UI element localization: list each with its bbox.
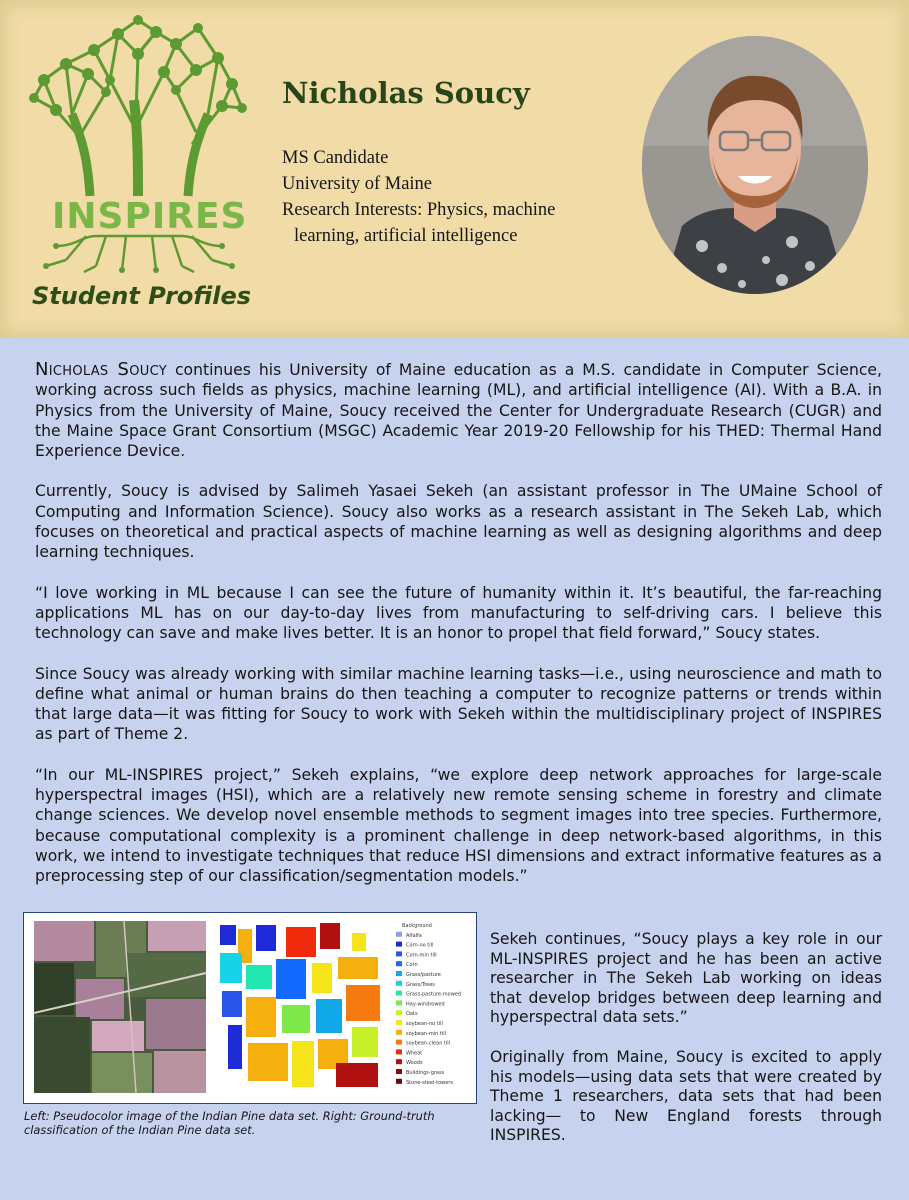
profile-header bbox=[0, 0, 909, 338]
ground-truth-map bbox=[216, 921, 388, 1093]
legend-swatch bbox=[396, 1049, 402, 1054]
legend-label: Hay-windrowed bbox=[406, 1001, 445, 1008]
lead-name: Nicholas Soucy bbox=[35, 359, 167, 380]
legend-swatch bbox=[396, 961, 402, 966]
legend-swatch bbox=[396, 971, 402, 976]
legend-swatch bbox=[396, 1010, 402, 1015]
logo-wordmark: INSPIRES bbox=[52, 196, 248, 237]
info-line-interests-cont: learning, artificial intelligence bbox=[294, 226, 518, 246]
paragraph-2: Currently, Soucy is advised by Salimeh Yasaei Sekeh (an assistant professor in The UMaine School of Computing and Information Science). Soucy also works as a research assistant in The Sekeh Lab, which focuses on theoretical and practical aspects of machine learning as well as designing algorithms and deep learning techniques. bbox=[35, 482, 882, 562]
legend-swatch bbox=[396, 1059, 402, 1064]
info-line-interests: Research Interests: Physics, machine bbox=[282, 200, 556, 220]
legend-label: Wheat bbox=[406, 1050, 423, 1057]
article-body bbox=[35, 360, 882, 907]
paragraph-7: Originally from Maine, Soucy is excited to apply his models—using data sets that were created by Theme 1 researchers, data sets that had been lacking— to New England forests through INSPIRES. bbox=[490, 1047, 882, 1145]
paragraph-1-text: continues his University of Maine education as a M.S. candidate in Computer Science, working across such fields as physics, machine learning (ML), and artificial intelligence (AI). With a B.A. in Physics from the University of Maine, Soucy received the Center for Undergraduate Research (CUGR) and the Maine Space Grant Consortium (MSGC) Academic Year 2019-20 Fellowship for his THED: Thermal Hand Experience Device. bbox=[35, 361, 882, 461]
paragraph-1 bbox=[35, 360, 882, 461]
legend-swatch bbox=[396, 942, 402, 947]
map-legend bbox=[396, 923, 461, 1086]
legend-swatch bbox=[396, 981, 402, 986]
student-info bbox=[282, 145, 632, 249]
legend-swatch bbox=[396, 951, 402, 956]
legend-label: Background bbox=[402, 923, 432, 929]
legend-swatch bbox=[396, 1020, 402, 1025]
legend-label: Woods bbox=[406, 1060, 423, 1067]
legend-label: Buildings-grass bbox=[406, 1070, 445, 1076]
paragraph-6: Sekeh continues, “Soucy plays a key role in our ML-INSPIRES project and he has been an active researcher in The Sekeh Lab working on ideas that develop bridges between deep learning and hyperspectral data sets.” bbox=[490, 930, 882, 1027]
article-sidebar-text bbox=[490, 930, 882, 1166]
legend-label: Grass/pasture bbox=[406, 972, 441, 978]
info-line-university: University of Maine bbox=[282, 174, 433, 194]
legend-label: Corn-min till bbox=[406, 952, 437, 959]
legend-label: Grass-pasture-mowed bbox=[406, 991, 462, 998]
legend-swatch bbox=[396, 1040, 402, 1045]
legend-swatch bbox=[396, 1000, 402, 1005]
legend-label: Stone-steel-towers bbox=[406, 1079, 453, 1086]
legend-swatch bbox=[396, 991, 402, 996]
legend-label: soybean-min till bbox=[406, 1030, 447, 1037]
pseudocolor-image bbox=[34, 921, 206, 1093]
paragraph-4: Since Soucy was already working with similar machine learning tasks—i.e., using neuroscience and math to define what animal or human brains do then teaching a computer to recognize patterns or trends within that large data—it was fitting for Soucy to work with Sekeh within the multidisciplinary project of INSPIRES as part of Theme 2. bbox=[35, 664, 882, 744]
legend-swatch bbox=[396, 1079, 402, 1084]
legend-label: Corn bbox=[406, 962, 418, 969]
legend-label: soybean-no till bbox=[406, 1021, 443, 1027]
paragraph-5: “In our ML-INSPIRES project,” Sekeh explains, “we explore deep network approaches for large-scale hyperspectral images (HSI), which are a relatively new remote sensing scheme in forestry and climate change sciences. We develop novel ensemble methods to segment images into tree species. Furthermore, because computational complexity is a prominent challenge in deep network-based algorithms, in this work, we intend to investigate techniques that reduce HSI dimensions and extract informative features as a preprocessing step of our classification/segmentation models.” bbox=[35, 765, 882, 886]
student-name: Nicholas Soucy bbox=[282, 76, 530, 110]
legend-swatch bbox=[396, 1069, 402, 1074]
legend-label: Oats bbox=[406, 1011, 418, 1018]
legend-label: Grass/Trees bbox=[406, 981, 435, 988]
student-portrait bbox=[642, 36, 868, 294]
legend-label: Corn-no till bbox=[406, 942, 434, 949]
legend-label: soybean-clean till bbox=[406, 1040, 451, 1047]
legend-label: Alfalfa bbox=[406, 932, 422, 939]
legend-swatch bbox=[396, 1030, 402, 1035]
indian-pine-images bbox=[24, 913, 475, 1102]
info-line-degree: MS Candidate bbox=[282, 148, 389, 168]
indian-pine-figure bbox=[23, 912, 477, 1104]
legend-swatch bbox=[396, 932, 402, 937]
paragraph-3: “I love working in ML because I can see the future of humanity within it. It’s beautiful, the far-reaching applications ML has on our day-to-day lives from manufacturing to self-driving cars. I believe this technology can save and make lives better. It is an honor to propel that field forward,” Soucy states. bbox=[35, 583, 882, 643]
section-label: Student Profiles bbox=[32, 282, 252, 310]
figure-caption: Left: Pseudocolor image of the Indian Pine data set. Right: Ground-truth classification of the Indian Pine data set. bbox=[24, 1109, 435, 1137]
